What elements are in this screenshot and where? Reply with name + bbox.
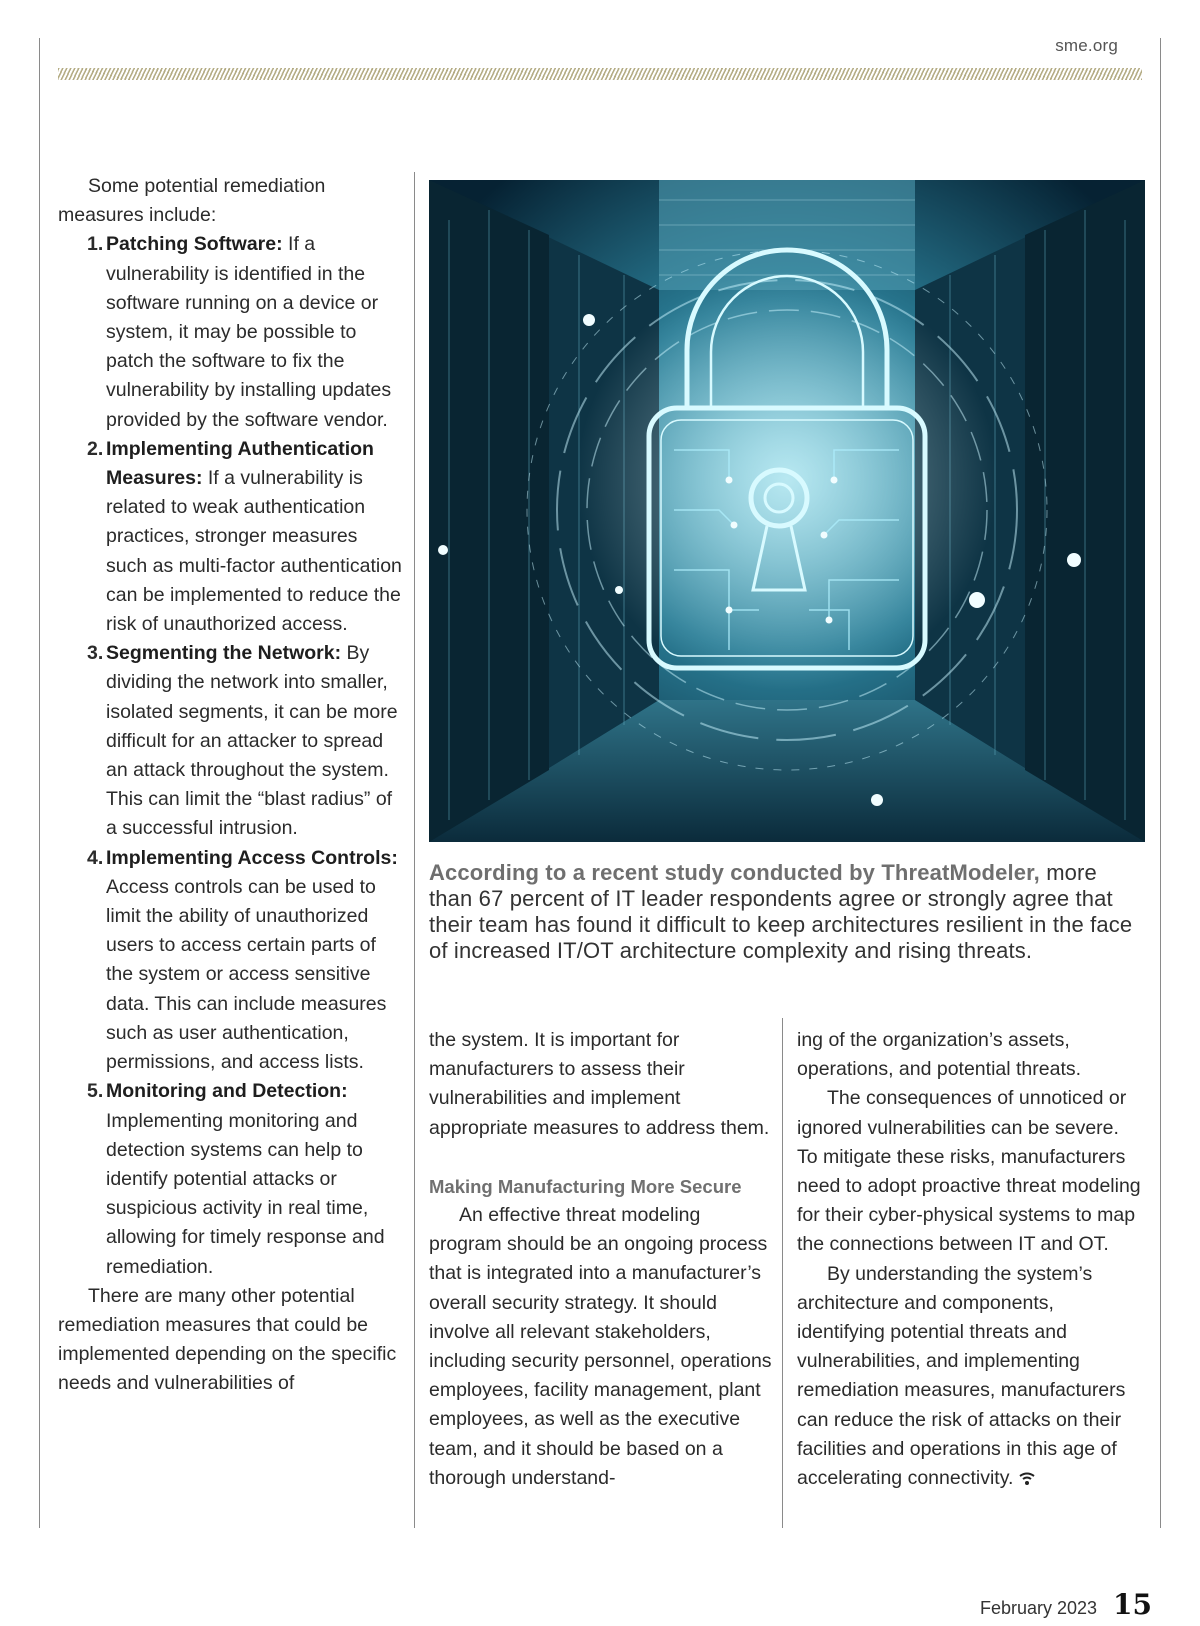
- decorative-hatch-band: [58, 68, 1142, 80]
- list-item-text: If a vulnerability is identified in the software running on a device or system, it may be possible to patch the software to fix the vulnerability by installing updates provided by the software vendor.: [106, 233, 392, 431]
- list-item-title: Segmenting the Network:: [106, 642, 342, 665]
- list-item-title: Implementing Authentication Measures:: [106, 437, 374, 490]
- right-paragraph-2: The consequences of unnoticed or ignored vulnerabilities can be severe. To mitigate these risks, manufacturers need to adopt proactive threat modeling for their cyber-physical systems to map the connections between IT and OT.: [797, 1087, 1141, 1256]
- column-rule-1: [414, 172, 415, 1528]
- caption-lead: According to a recent study conducted by ThreatModeler,: [429, 860, 1040, 885]
- issue-date: February 2023: [979, 1598, 1098, 1618]
- list-item-text: If a vulnerability is related to weak authentication practices, stronger measures such as multi-factor authentication can be implemented to reduce the risk of unauthorized access.: [106, 467, 402, 636]
- list-number: 4.: [87, 846, 104, 869]
- column-rule-2: [782, 1018, 783, 1528]
- list-item: [58, 230, 404, 434]
- list-item-title: Monitoring and Detection:: [106, 1080, 348, 1103]
- page-footer: [980, 1588, 1152, 1621]
- list-item: [58, 844, 404, 1078]
- page-number: 15: [1113, 1588, 1152, 1621]
- outro-paragraph: There are many other potential remediation measures that could be implemented depending on the specific needs and vulnerabilities of: [58, 1284, 397, 1395]
- cybersecurity-padlock-photo: [429, 180, 1145, 842]
- list-item-text: Implementing monitoring and detection systems can help to identify potential attacks or suspicious activity in real time, allowing for timely response and remediation.: [106, 1109, 385, 1278]
- list-item-title: Patching Software:: [106, 233, 283, 256]
- list-number: 2.: [87, 437, 104, 460]
- middle-paragraph-2: An effective threat modeling program should be an ongoing process that is integrated into a manufacturer’s overall security strategy. It should involve all relevant stakeholders, including security personnel, operations employees, facility management, plant employees, as well as the executive team, and it should be based on a thorough understand-: [429, 1204, 772, 1489]
- intro-paragraph: Some potential remediation measures include:: [58, 175, 326, 227]
- list-item-title: Implementing Access Controls:: [106, 846, 398, 869]
- page-rule-left: [39, 38, 40, 1528]
- padlock-server-illustration: [429, 180, 1145, 842]
- list-item-text: Access controls can be used to limit the ability of unauthorized users to access certain parts of the system or access sensitive data. This can include measures such as user authentication, permissions, and access lists.: [106, 875, 387, 1074]
- list-number: 5.: [87, 1080, 104, 1103]
- section-subheading: Making Manufacturing More Secure: [429, 1175, 742, 1197]
- page-rule-right: [1160, 38, 1161, 1528]
- list-item-text: By dividing the network into smaller, isolated segments, it can be more difficult for an attacker to spread an attack throughout the system. This can limit the “blast radius” of a successful intrusion.: [106, 642, 398, 840]
- list-item: [58, 639, 404, 843]
- middle-column: [429, 1026, 773, 1493]
- right-column: [797, 1026, 1143, 1493]
- middle-paragraph-1: the system. It is important for manufacturers to assess their vulnerabilities and implement appropriate measures to address them.: [429, 1029, 770, 1139]
- list-item: [58, 1077, 404, 1281]
- right-paragraph-3: By understanding the system’s architecture and components, identifying potential threats and vulnerabilities, and implementing remediation measures, manufacturers can reduce the risk of attacks on their facilities and operations in this age of accelerating connectivity.: [797, 1262, 1126, 1490]
- left-column: [58, 172, 404, 1399]
- list-item: [58, 435, 404, 639]
- site-url[interactable]: sme.org: [1055, 36, 1118, 55]
- figure-caption: [429, 860, 1145, 964]
- right-paragraph-1: ing of the organization’s assets, operations, and potential threats.: [797, 1029, 1082, 1081]
- list-number: 3.: [87, 642, 104, 665]
- caption-text: more than 67 percent of IT leader respondents agree or strongly agree that their team has found it difficult to keep architectures resilient in the face of increased IT/OT architecture complexity and rising threats.: [429, 860, 1133, 963]
- list-number: 1.: [87, 233, 104, 256]
- end-mark-icon: [1019, 1472, 1035, 1486]
